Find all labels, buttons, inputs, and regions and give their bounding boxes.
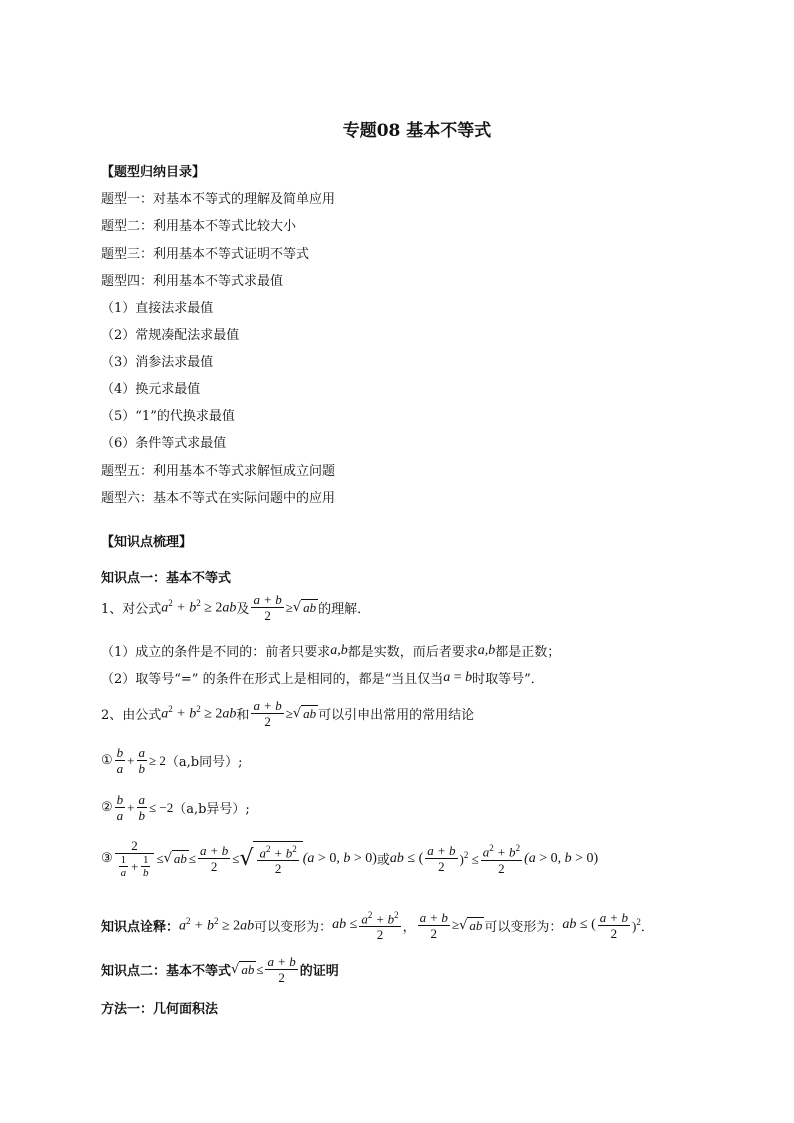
sub-item-2: （2）取等号“=” 的条件在形式上是相同的，都是“当且仅当 a = b 时取等号”． xyxy=(101,669,544,687)
text: 2、由公式 xyxy=(101,708,162,723)
conclusion-1: ① $\frac{b}{a}$ + $\frac{a}{b}$ ≥ 2 （a,b同号）; xyxy=(101,745,243,776)
toc-item: 题型一：对基本不等式的理解及简单应用 xyxy=(101,192,336,207)
text: 都是正数； xyxy=(495,645,561,660)
toc-item: （5）“1”的代换求最值 xyxy=(101,409,235,424)
explanation-label: 知识点诠释： xyxy=(101,919,180,935)
circled-number: ① xyxy=(101,753,113,768)
explanation-line: 知识点诠释： $a^2 + b^2 \ge 2ab$ 可以变形为： ab ≤ $\frac{a^2 + b^2}{2}$ ， $\frac{a + b}{2}$ ≥ √ ab 可以变形为： ab ≤ ( $\frac{a + b}{2}$ )$^2$ ． xyxy=(101,909,654,943)
text: 的证明 xyxy=(299,964,339,979)
method-1-heading: 方法一：几何面积法 xyxy=(101,1002,219,1017)
text: 的理解． xyxy=(318,602,371,617)
text: （1）成立的条件是不同的：前者只要求 xyxy=(101,645,331,660)
page-title: 专题08 基本不等式 xyxy=(342,121,492,141)
toc-item: 题型四：利用基本不等式求最值 xyxy=(101,274,284,289)
formula-am-gm-square: $a^2 + b^2 \ge 2ab$ xyxy=(161,598,237,616)
toc-item: 题型六：基本不等式在实际问题中的应用 xyxy=(101,491,336,506)
text: 时取等号”． xyxy=(472,672,544,687)
text: ， xyxy=(402,919,416,935)
toc-header: 【题型归纳目录】 xyxy=(101,165,206,180)
toc-item: （4）换元求最值 xyxy=(101,382,201,397)
conclusion-2: ② $\frac{b}{a}$ + $\frac{a}{b}$ ≤ −2 （a,b异号）; xyxy=(101,792,250,823)
toc-item: （6）条件等式求最值 xyxy=(101,436,227,451)
toc-item: （1）直接法求最值 xyxy=(101,301,214,316)
toc-item: （2）常规凑配法求最值 xyxy=(101,328,240,343)
formula-line-1: 1、对公式 $a^2 + b^2 \ge 2ab$ 及 $\frac{a + b}{2}$ ≥ √ ab 的理解． xyxy=(101,592,371,623)
text: 和 xyxy=(236,708,250,723)
fraction-a-plus-b-over-2: $\frac{a + b}{2}$ xyxy=(253,592,282,623)
text: 知识点二：基本不等式 xyxy=(101,964,232,979)
circled-number: ② xyxy=(101,800,113,815)
text: 或 xyxy=(376,853,390,868)
toc-item: 题型三：利用基本不等式证明不等式 xyxy=(101,247,310,262)
text: 可以变形为： xyxy=(254,919,333,935)
knowledge-header: 【知识点梳理】 xyxy=(101,535,193,550)
toc-item: 题型五：利用基本不等式求解恒成立问题 xyxy=(101,464,336,479)
toc-item: （3）消参法求最值 xyxy=(101,355,214,370)
text: 都是实数，而后者要求 xyxy=(347,645,478,660)
harmonic-mean: 2 $\frac{1}{a}$ + $\frac{1}{b}$ xyxy=(115,838,155,879)
circled-number: ③ xyxy=(101,851,113,866)
text: 1、对公式 xyxy=(101,602,162,617)
sub-item-1: （1）成立的条件是不同的：前者只要求 a,b 都是实数，而后者要求 a,b 都是正数； xyxy=(101,642,561,660)
text: 可以变形为： xyxy=(484,919,563,935)
knowledge-point-1: 知识点一：基本不等式 xyxy=(101,571,232,586)
formula-line-2: 2、由公式 $a^2 + b^2 \ge 2ab$ 和 $\frac{a + b}{2}$ ≥ √ ab 可以引申出常用的常用结论 xyxy=(101,698,475,729)
text: （a,b同号）; xyxy=(165,755,243,770)
toc-item: 题型二：利用基本不等式比较大小 xyxy=(101,219,297,234)
text: 可以引申出常用的常用结论 xyxy=(318,708,475,723)
text: （a,b异号）; xyxy=(173,802,250,817)
text: ． xyxy=(640,919,654,935)
conclusion-3: ③ 2 $\frac{1}{a}$ + $\frac{1}{b}$ ≤ √ ab ≤ $\frac{a + b}{2}$ ≤ √ $\frac{a^2 + b^2}{2}$ (a > 0, b > 0) 或 ab ≤ ( $\frac{a + b}{2}$ )$^2$ ≤ $\frac{a^2 + b^2}{2}$ (a > 0, b > 0) xyxy=(101,838,599,879)
text: 及 xyxy=(236,602,250,617)
sqrt-ab: ab xyxy=(303,600,317,615)
text: （2）取等号“=” 的条件在形式上是相同的，都是“当且仅当 xyxy=(101,672,444,687)
knowledge-point-2: 知识点二：基本不等式 √ ab ≤ $\frac{a + b}{2}$ 的证明 xyxy=(101,954,339,985)
